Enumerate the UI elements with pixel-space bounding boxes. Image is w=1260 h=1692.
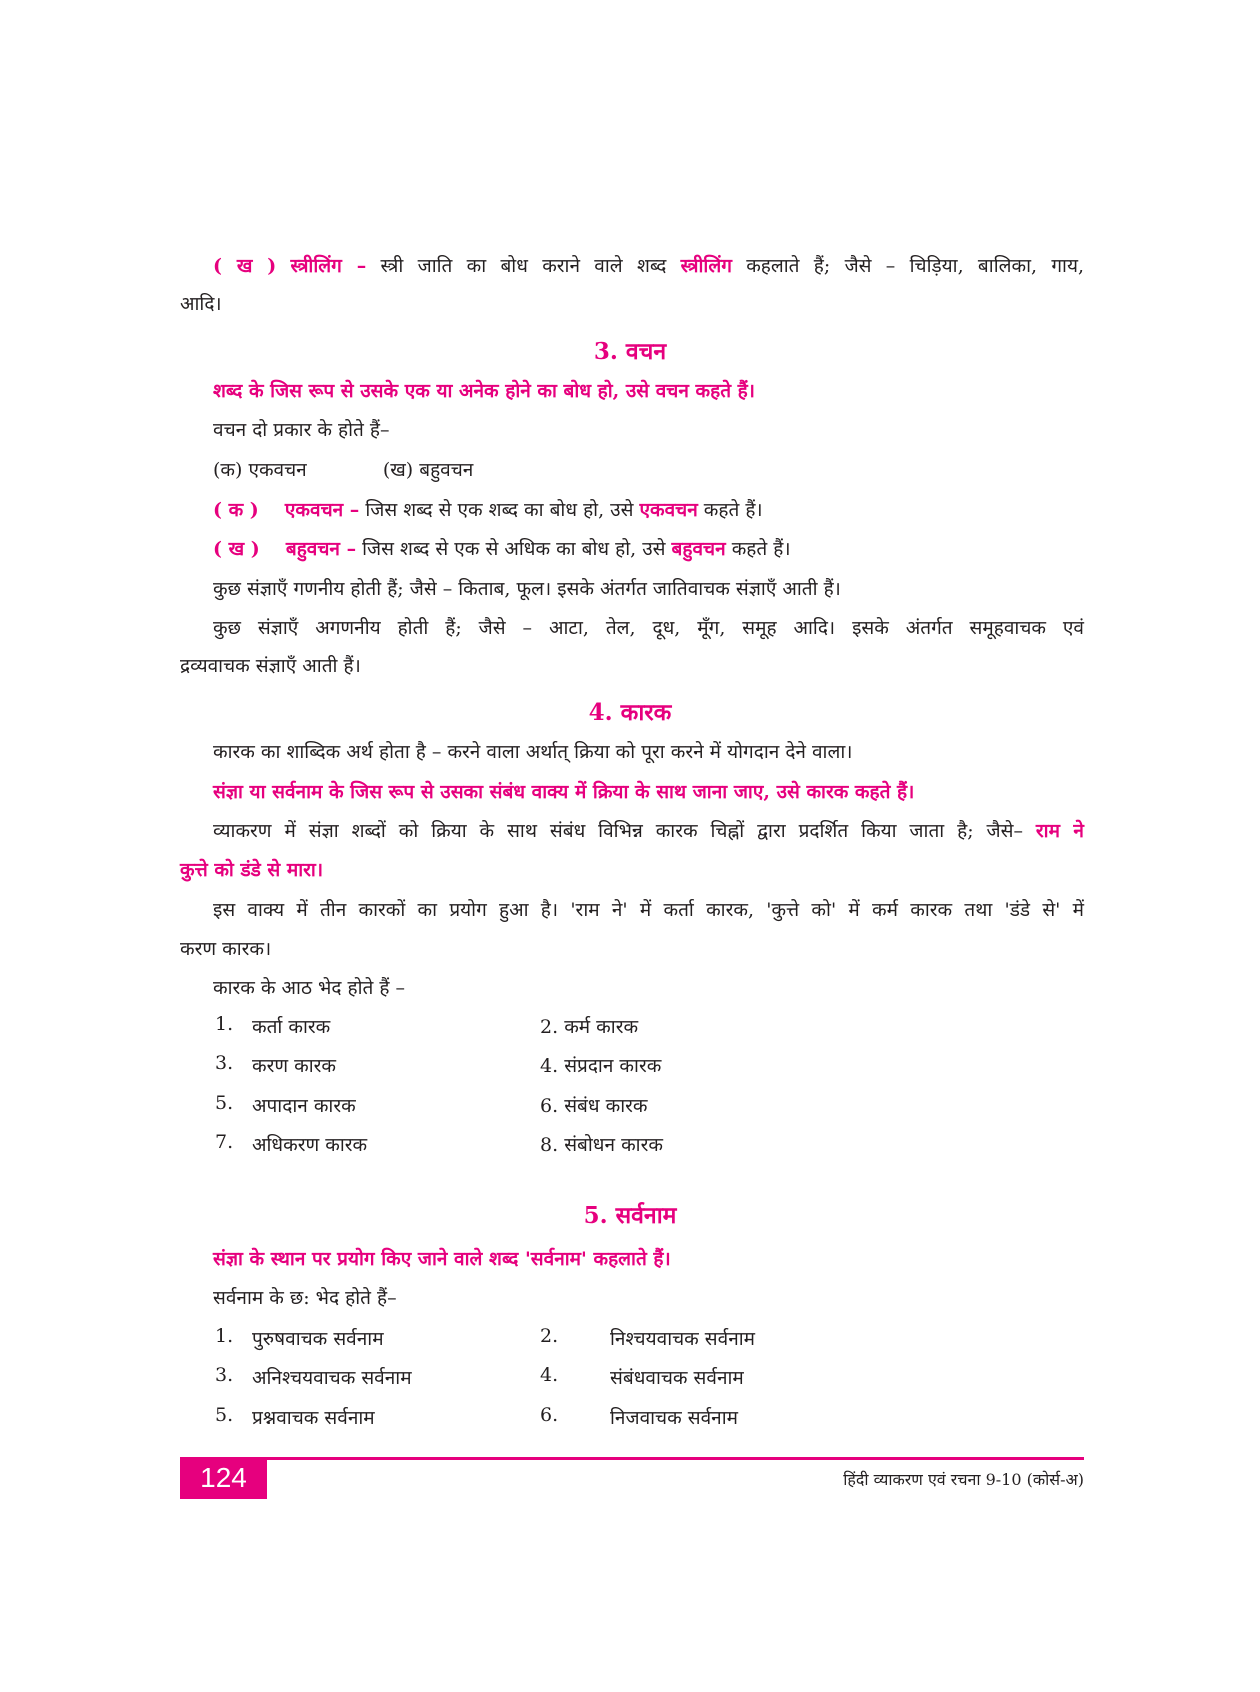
- sarvanam-item-4-num: 4.: [540, 1364, 559, 1386]
- ganniya-text: कुछ संज्ञाएँ गणनीय होती हैं; जैसे – किताब, फूल। इसके अंतर्गत जातिवाचक संज्ञाएँ आती हैं।: [213, 578, 841, 600]
- stri-line-1: [213, 252, 1084, 278]
- stri-text-3: आदि।: [180, 293, 222, 315]
- karak-vyakaran-text: व्याकरण में संज्ञा शब्दों को क्रिया के साथ संबंध विभिन्न कारक चिह्नों द्वारा प्रदर्शित किया जाता है; जैसे–: [213, 820, 1023, 842]
- vachan-heading: 3. वचन: [593, 338, 667, 365]
- karak-definition: संज्ञा या सर्वनाम के जिस रूप से उसका संबंध वाक्य में क्रिया के साथ जाना जाए, उसे कारक कहते हैं।: [213, 781, 915, 803]
- stri-text-1: स्त्री जाति का बोध कराने वाले शब्द: [380, 255, 667, 277]
- karak-item-3-label: करण कारक: [252, 1055, 337, 1077]
- sarvanam-item-5-label: प्रश्नवाचक सर्वनाम: [252, 1407, 375, 1429]
- karak-item-5-label: अपादान कारक: [252, 1095, 356, 1117]
- ekvachan-text-2: कहते हैं।: [703, 499, 763, 521]
- sarvanam-item-6-num: 6.: [540, 1404, 559, 1426]
- vachan-definition: शब्द के जिस रूप से उसके एक या अनेक होने का बोध हो, उसे वचन कहते हैं।: [213, 380, 755, 402]
- bahuvachan-line: [213, 535, 791, 561]
- karak-item-7-num: 7.: [215, 1131, 234, 1153]
- karak-item-1-label: कर्ता कारक: [252, 1016, 331, 1038]
- sarvanam-item-1-label: पुरुषवाचक सर्वनाम: [252, 1328, 384, 1350]
- karak-item-2: [540, 1013, 638, 1039]
- sarvanam-item-5-num: 5.: [215, 1404, 234, 1426]
- karak-item-7-label: अधिकरण कारक: [252, 1134, 368, 1156]
- karak-example-b: कुत्ते को डंडे से मारा।: [180, 859, 324, 881]
- ekvachan-text-1: जिस शब्द से एक शब्द का बोध हो, उसे: [365, 499, 634, 521]
- karak-item-8-num: 8.: [540, 1134, 559, 1156]
- vachan-types: [213, 456, 473, 482]
- aganniya-text-2: द्रव्यवाचक संज्ञाएँ आती हैं।: [180, 655, 361, 677]
- ekvachan-term: एकवचन –: [284, 499, 360, 521]
- karak-sentence-1: इस वाक्य में तीन कारकों का प्रयोग हुआ है। 'राम ने' में कर्ता कारक, 'कुत्ते को' में कर्म कारक तथा 'डंडे से' में: [213, 899, 1084, 921]
- karak-item-4-label: संप्रदान कारक: [564, 1055, 662, 1077]
- bahuvachan-term: बहुवचन –: [285, 538, 357, 560]
- sarvanam-intro: सर्वनाम के छ: भेद होते हैं–: [213, 1287, 397, 1309]
- stri-term: स्त्रीलिंग –: [290, 255, 367, 277]
- stri-term-2: स्त्रीलिंग: [680, 255, 732, 277]
- sarvanam-definition: संज्ञा के स्थान पर प्रयोग किए जाने वाले शब्द 'सर्वनाम' कहलाते हैं।: [213, 1248, 671, 1270]
- sarvanam-item-6-label: निजवाचक सर्वनाम: [610, 1407, 738, 1429]
- sarvanam-item-1-num: 1.: [215, 1325, 234, 1347]
- sarvanam-item-2-label: निश्चयवाचक सर्वनाम: [610, 1328, 756, 1350]
- aganniya-text-1: कुछ संज्ञाएँ अगणनीय होती हैं; जैसे – आटा, तेल, दूध, मूँग, समूह आदि। इसके अंतर्गत समूहवाचक एवं: [213, 617, 1084, 639]
- karak-literal: कारक का शाब्दिक अर्थ होता है – करने वाला अर्थात् क्रिया को पूरा करने में योगदान देने वाला।: [213, 741, 853, 763]
- karak-item-8: [540, 1131, 663, 1157]
- karak-heading: 4. कारक: [588, 699, 672, 726]
- ekvachan-term-2: एकवचन: [639, 499, 698, 521]
- sarvanam-item-3-num: 3.: [215, 1364, 234, 1386]
- karak-item-2-num: 2.: [540, 1016, 559, 1038]
- bahuvachan-text-1: जिस शब्द से एक से अधिक का बोध हो, उसे: [362, 538, 666, 560]
- karak-sentence-2: करण कारक।: [180, 938, 272, 960]
- ekvachan-line: [213, 496, 763, 522]
- sarvanam-item-4-label: संबंधवाचक सर्वनाम: [610, 1367, 744, 1389]
- karak-item-3-num: 3.: [215, 1052, 234, 1074]
- karak-item-6-label: संबंध कारक: [564, 1095, 648, 1117]
- karak-item-4-num: 4.: [540, 1055, 559, 1077]
- karak-item-5-num: 5.: [215, 1092, 234, 1114]
- karak-item-2-label: कर्म कारक: [564, 1016, 639, 1038]
- karak-vyakaran-line: [213, 817, 1084, 843]
- bahuvachan-marker: ( ख ): [213, 538, 260, 560]
- vachan-type-a: (क) एकवचन: [213, 459, 307, 481]
- bahuvachan-term-2: बहुवचन: [671, 538, 726, 560]
- stri-text-2: कहलाते हैं; जैसे – चिड़िया, बालिका, गाय,: [746, 255, 1085, 277]
- book-title: हिंदी व्याकरण एवं रचना 9-10 (कोर्स-अ): [843, 1470, 1084, 1489]
- karak-item-8-label: संबोधन कारक: [564, 1134, 663, 1156]
- page-number: 124: [180, 1457, 267, 1499]
- karak-example-a: राम ने: [1035, 820, 1084, 842]
- vachan-intro: वचन दो प्रकार के होते हैं–: [213, 419, 390, 441]
- sarvanam-item-2-num: 2.: [540, 1325, 559, 1347]
- sarvanam-heading: 5. सर्वनाम: [583, 1202, 677, 1229]
- footer-rule: [180, 1457, 1084, 1460]
- karak-item-6: [540, 1092, 647, 1118]
- sarvanam-item-3-label: अनिश्चयवाचक सर्वनाम: [252, 1367, 412, 1389]
- stri-marker: ( ख ): [213, 255, 277, 277]
- karak-item-1-num: 1.: [215, 1013, 234, 1035]
- karak-item-4: [540, 1052, 661, 1078]
- ekvachan-marker: ( क ): [213, 499, 259, 521]
- vachan-type-b: (ख) बहुवचन: [382, 459, 474, 481]
- karak-item-6-num: 6.: [540, 1095, 559, 1117]
- karak-intro: कारक के आठ भेद होते हैं –: [213, 977, 406, 999]
- bahuvachan-text-2: कहते हैं।: [731, 538, 791, 560]
